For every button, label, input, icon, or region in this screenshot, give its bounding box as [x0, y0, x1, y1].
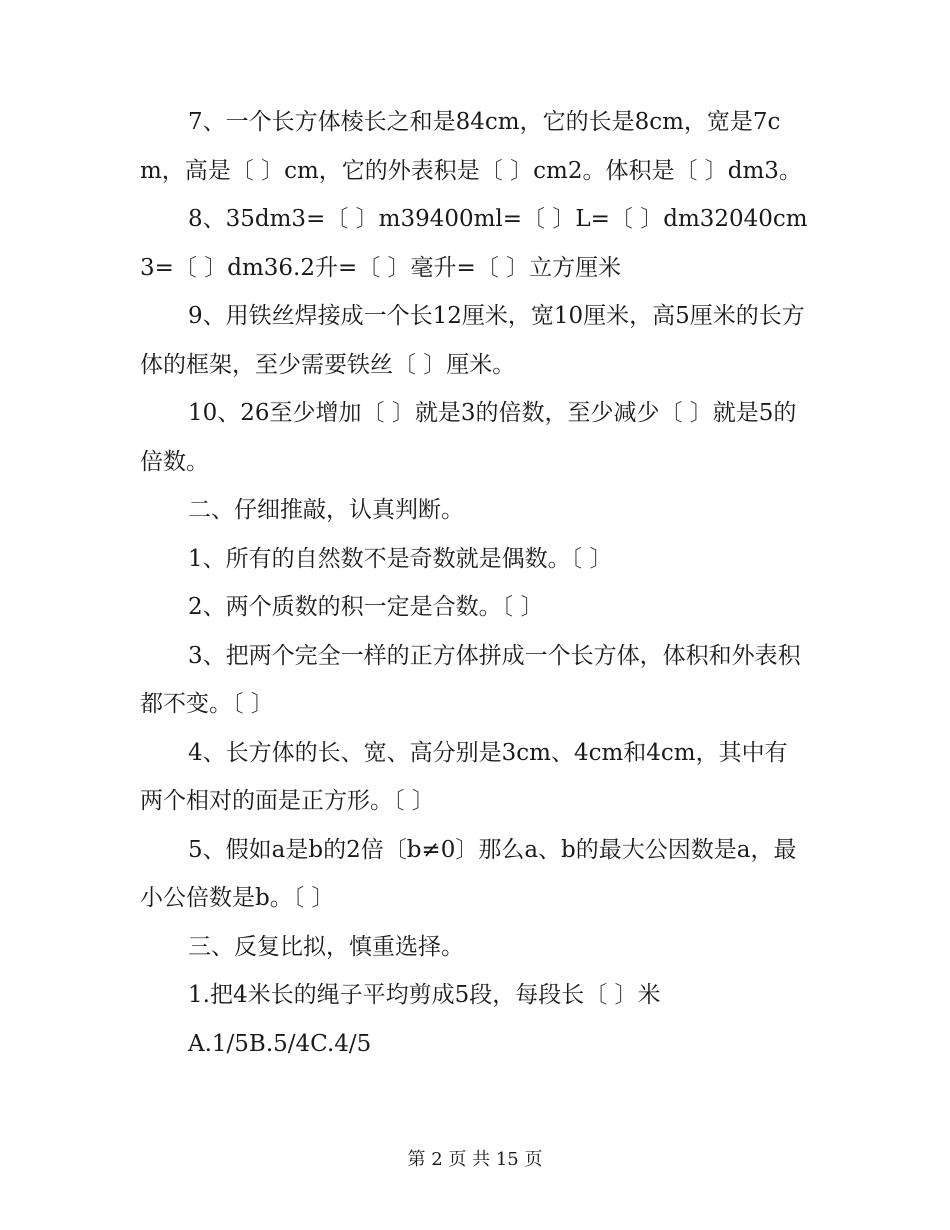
section-heading-judgement: 二、仔细推敲，认真判断。 — [188, 497, 464, 523]
question-8: 8、35dm3=〔 〕m39400ml=〔 〕L=〔 〕dm32040cm3=〔 〕dm36.2升=〔 〕毫升=〔 〕立方厘米 — [140, 206, 808, 281]
section-heading-choice: 三、反复比拟，慎重选择。 — [188, 933, 464, 960]
document-body — [140, 98, 810, 1068]
judgement-5: 5、假如a是b的2倍〔b≠0〕那么a、b的最大公因数是a，最小公倍数是b。〔 〕 — [140, 836, 797, 911]
question-10: 10、26至少增加〔 〕就是3的倍数，至少减少〔 〕就是5的倍数。 — [140, 400, 797, 475]
choice-1-options: A.1/5B.5/4C.4/5 — [188, 1030, 372, 1057]
judgement-1: 1、所有的自然数不是奇数就是偶数。〔 〕 — [188, 545, 613, 572]
judgement-3: 3、把两个完全一样的正方体拼成一个长方体，体积和外表积都不变。〔 〕 — [140, 642, 801, 717]
question-9: 9、用铁丝焊接成一个长12厘米，宽10厘米，高5厘米的长方体的框架，至少需要铁丝〔 〕厘米。 — [140, 303, 805, 378]
judgement-2: 2、两个质数的积一定是合数。〔 〕 — [188, 594, 544, 620]
page-footer: 第 2 页 共 15 页 — [407, 1149, 543, 1170]
choice-1: 1.把4米长的绳子平均剪成5段，每段长〔 〕米 — [188, 982, 661, 1008]
judgement-4: 4、长方体的长、宽、高分别是3cm、4cm和4cm，其中有两个相对的面是正方形。〔 〕 — [140, 739, 788, 814]
question-7: 7、一个长方体棱长之和是84cm，它的长是8cm，宽是7cm，高是〔 〕cm，它的外表积是〔 〕cm2。体积是〔 〕dm3。 — [140, 109, 802, 184]
